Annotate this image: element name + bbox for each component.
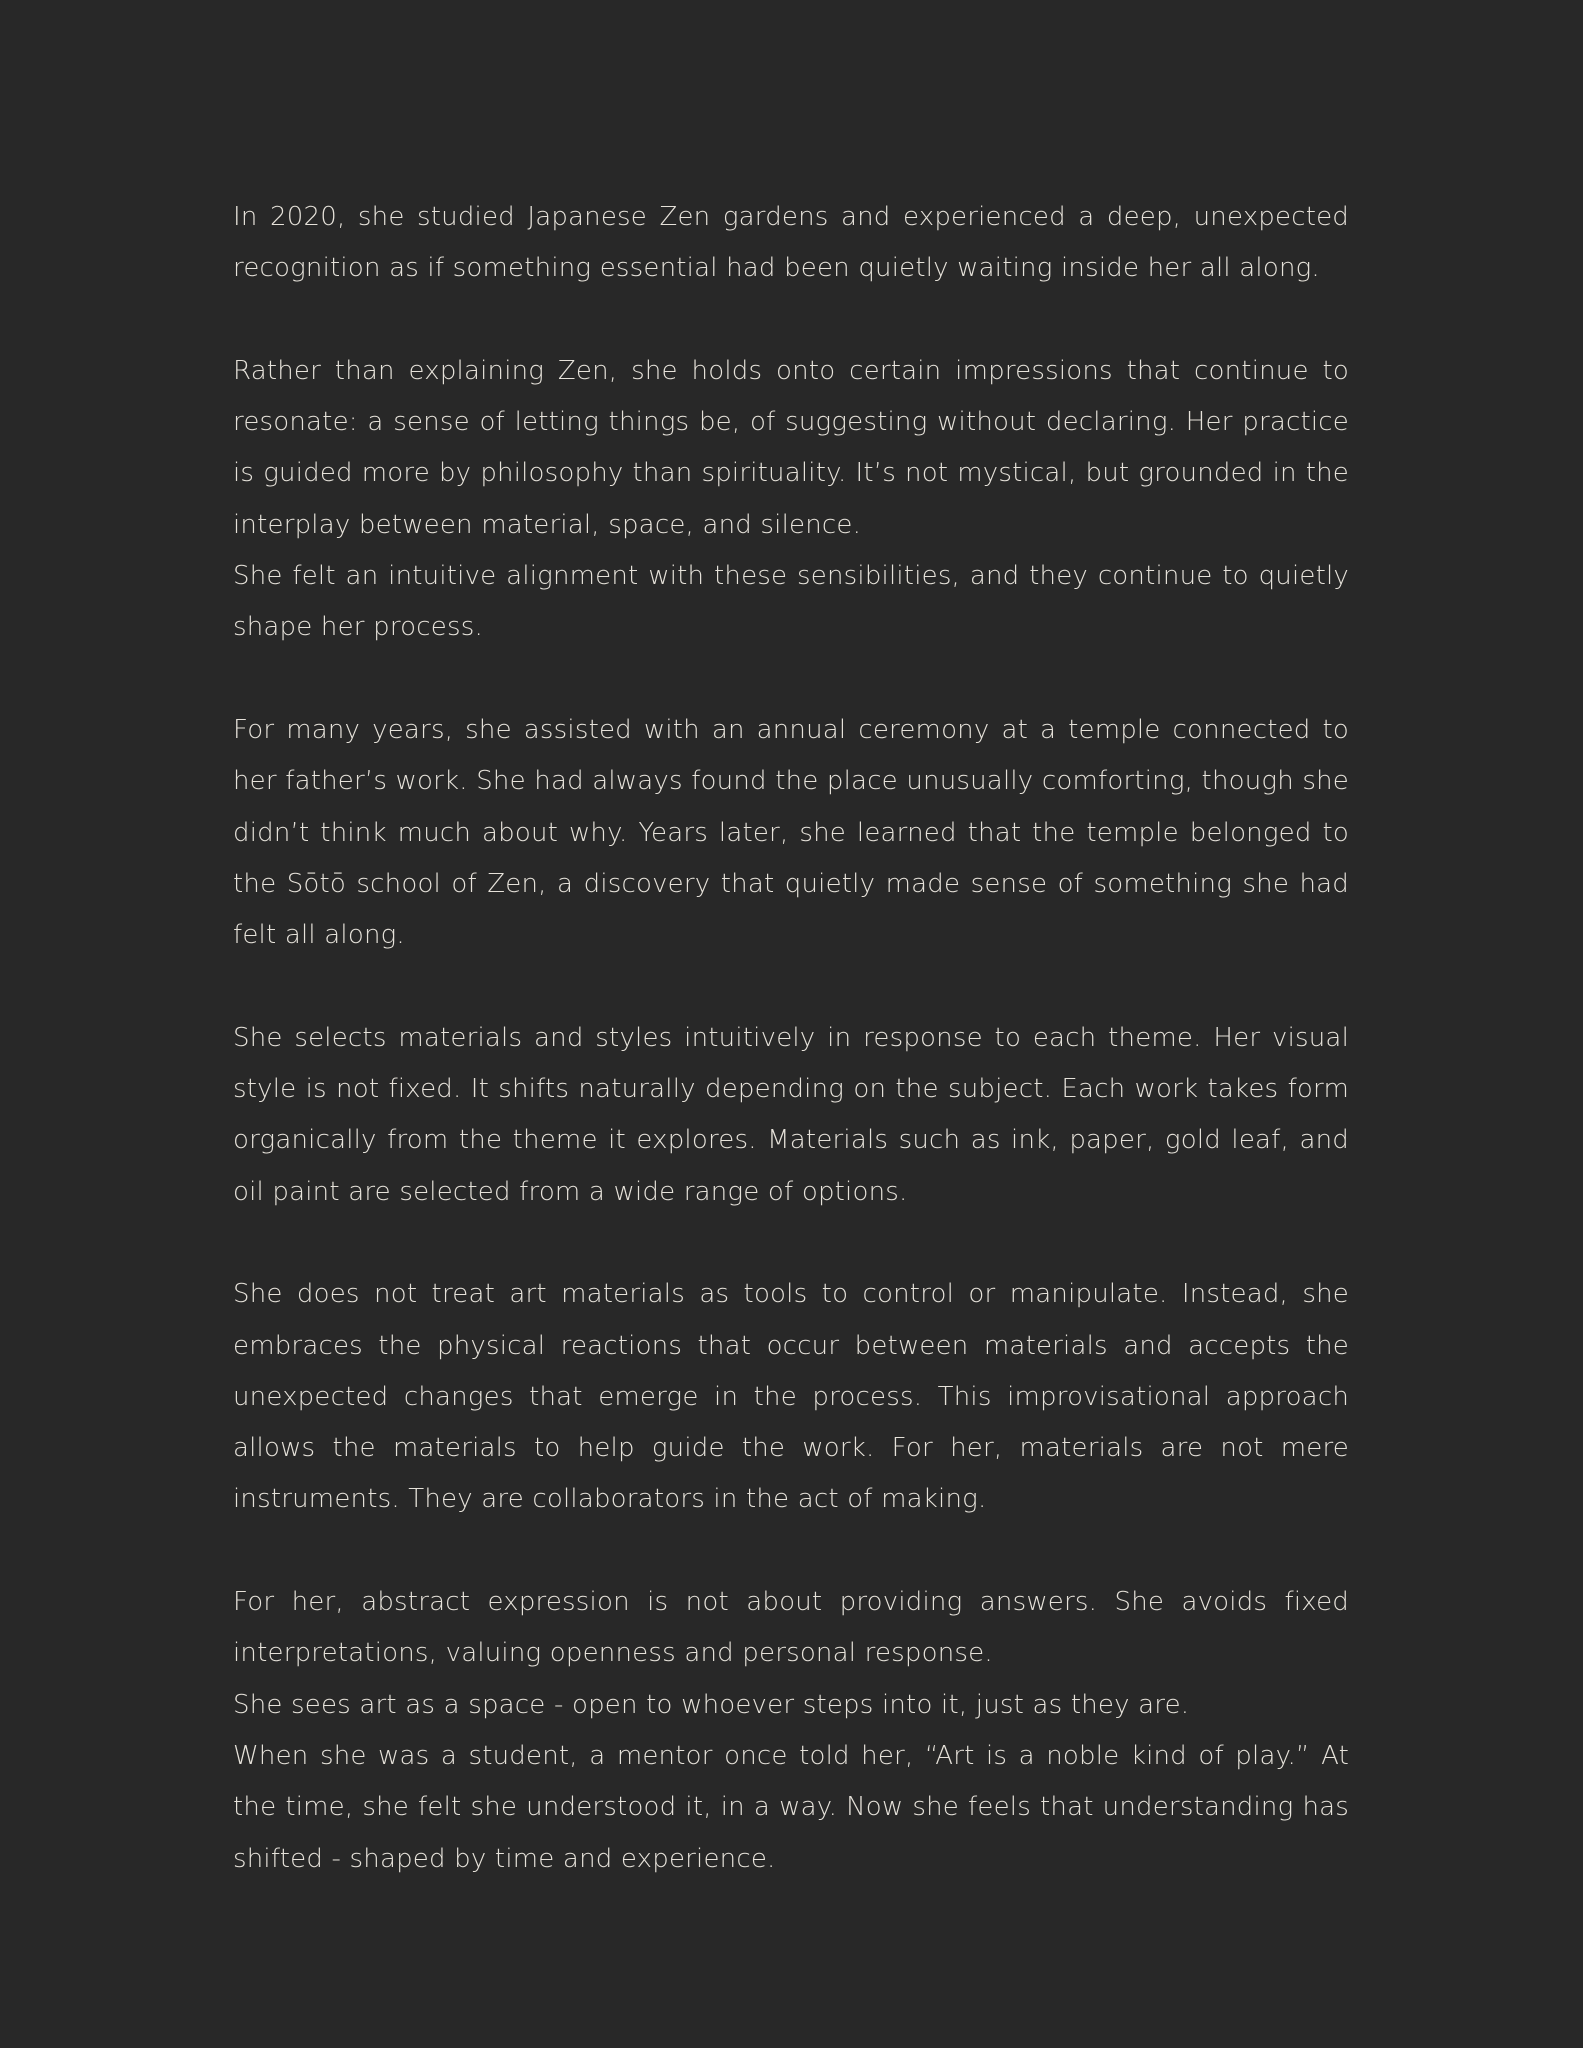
paragraph-line: For many years, she assisted with an annual ceremony at a temple connected to her father’s work. She had always found the place unusually comforting, though she didn’t think much about why. Years later, she learned that the temple belonged to the Sōtō school of Zen, a discovery that quietly made sense of something she had felt all along.: [233, 714, 1349, 951]
paragraph-zen-impressions: [233, 346, 1349, 654]
paragraph-line: When she was a student, a mentor once told her, “Art is a noble kind of play.” At the time, she felt she understood it, in a way. Now she feels that understanding has shifted - shaped by time and experience.: [233, 1740, 1349, 1874]
paragraph-line: She sees art as a space - open to whoever steps into it, just as they are.: [233, 1689, 1190, 1720]
paragraph-abstract-expression: [233, 1577, 1349, 1885]
paragraph-materials-collaborators: [233, 1269, 1349, 1525]
paragraph-line: She felt an intuitive alignment with these sensibilities, and they continue to quietly shape her process.: [233, 561, 1349, 643]
paragraph-line: For her, abstract expression is not about providing answers. She avoids fixed interpretations, valuing openness and personal response.: [233, 1587, 1349, 1669]
paragraph-materials-styles: [233, 1013, 1349, 1218]
paragraph-line: She does not treat art materials as tools to control or manipulate. Instead, she embraces the physical reactions that occur between materials and accepts the unexpected changes that emerge in the process. This improvisational approach allows the materials to help guide the work. For her, materials are not mere instruments. They are collaborators in the act of making.: [233, 1279, 1349, 1515]
paragraph-line: Rather than explaining Zen, she holds onto certain impressions that continue to resonate: a sense of letting things be, of suggesting without declaring. Her practice is guided more by philosophy than spirituality. It’s not mystical, but grounded in the interplay between material, space, and silence.: [233, 355, 1349, 540]
paragraph-line: In 2020, she studied Japanese Zen gardens and experienced a deep, unexpected recognition as if something essential had been quietly waiting inside her all along.: [233, 202, 1349, 284]
artist-statement: [233, 192, 1349, 1885]
paragraph-zen-gardens: [233, 192, 1349, 295]
paragraph-temple-ceremony: [233, 705, 1349, 961]
paragraph-line: She selects materials and styles intuitively in response to each theme. Her visual style is not fixed. It shifts naturally depending on the subject. Each work takes form organically from the theme it explores. Materials such as ink, paper, gold leaf, and oil paint are selected from a wide range of options.: [233, 1022, 1349, 1207]
